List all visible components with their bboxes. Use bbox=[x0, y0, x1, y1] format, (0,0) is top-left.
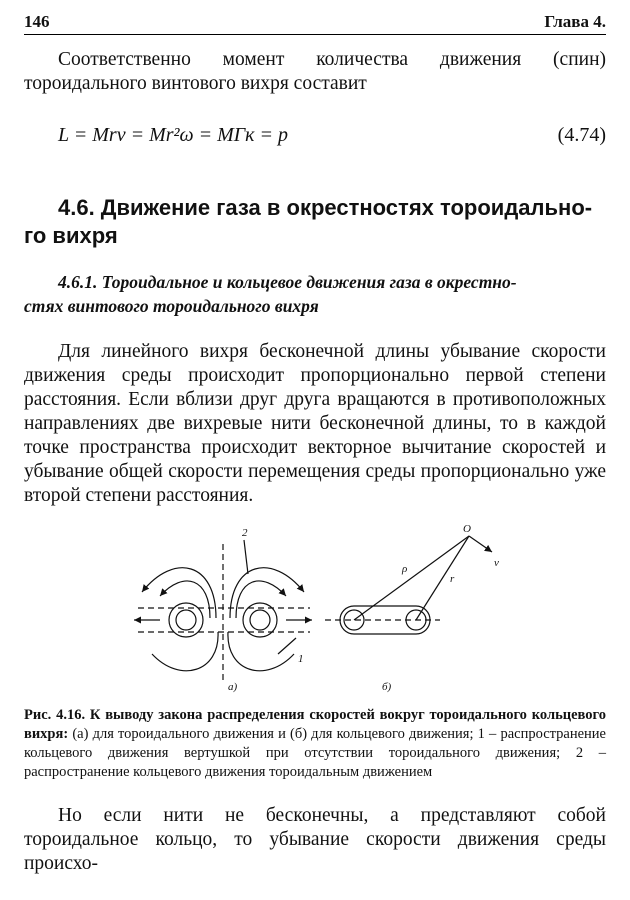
equation-4-74 bbox=[58, 124, 606, 148]
equation-number: (4.74) bbox=[557, 124, 606, 146]
label-rho: ρ bbox=[402, 563, 408, 575]
section-heading-line2: го вихря bbox=[24, 223, 118, 248]
label-1: 1 bbox=[298, 653, 304, 665]
figure-caption bbox=[24, 706, 606, 782]
label-O: O bbox=[463, 523, 471, 535]
vortex-right-inner bbox=[250, 610, 270, 630]
label-v: v bbox=[494, 557, 499, 569]
figure-4-16 bbox=[120, 522, 520, 694]
subsection-heading bbox=[24, 270, 606, 318]
label-r: r bbox=[450, 573, 455, 585]
label-a: а) bbox=[228, 681, 238, 693]
flow-line-left-2 bbox=[160, 581, 210, 618]
panel-b bbox=[325, 536, 492, 634]
page-number: 146 bbox=[24, 12, 50, 31]
leader-2 bbox=[244, 540, 248, 574]
header-rule bbox=[24, 34, 606, 35]
section-heading-line1: 4.6. Движение газа в окрестностях тороидально- bbox=[58, 195, 593, 220]
page-header bbox=[24, 12, 606, 36]
r-line bbox=[416, 536, 469, 620]
caption-text: (а) для тороидального движения и (б) для кольцевого движения; 1 – распространение кольцевого движения вертушкой при отсутствии тороидального движения; 2 – распространение кольцевого движения тороидальным движением bbox=[24, 726, 606, 780]
flow-line-right-2 bbox=[236, 581, 286, 618]
paragraph-1: Соответственно момент количества движения (спин) тороидального винтового вихря составит bbox=[24, 49, 606, 94]
label-2: 2 bbox=[242, 527, 248, 539]
section-heading bbox=[24, 194, 606, 250]
flow-line-bottom-left bbox=[152, 632, 218, 671]
subsection-heading-line1: 4.6.1. Тороидальное и кольцевое движения газа в окрестно- bbox=[58, 272, 517, 292]
caption-title: Рис. 4.16. К выводу закона распределения скоростей вокруг тороидального кольцевого вихря: bbox=[24, 707, 606, 742]
panel-a bbox=[134, 540, 312, 682]
vortex-diagram bbox=[120, 522, 520, 694]
equation-text: L = Mrv = Mr²ω = MΓк = p bbox=[58, 124, 289, 146]
flow-line-bottom-right bbox=[228, 632, 294, 671]
paragraph-3: Но если нити не бесконечны, а представляют собой тороидальное кольцо, то убывание скорости движения среды происхо- bbox=[24, 805, 606, 874]
vortex-left-outer bbox=[169, 603, 203, 637]
label-b: б) bbox=[382, 681, 392, 693]
paragraph-2: Для линейного вихря бесконечной длины убывание скорости движения среды происходит пропорционально первой степени расстояния. Если вблизи друг друга вращаются в противоположных направлениях две вихревые нити бесконечной длины, то в каждой точке пространства происходит векторное вычитание скоростей и убывание общей скорости перемещения среды пропорционально уже второй степени расстояния. bbox=[24, 341, 606, 506]
vortex-left-inner bbox=[176, 610, 196, 630]
chapter-title: Глава 4. bbox=[544, 12, 606, 31]
leader-1 bbox=[278, 638, 296, 654]
subsection-heading-line2: стях винтового тороидального вихря bbox=[24, 296, 319, 316]
velocity-arrow bbox=[469, 536, 492, 552]
